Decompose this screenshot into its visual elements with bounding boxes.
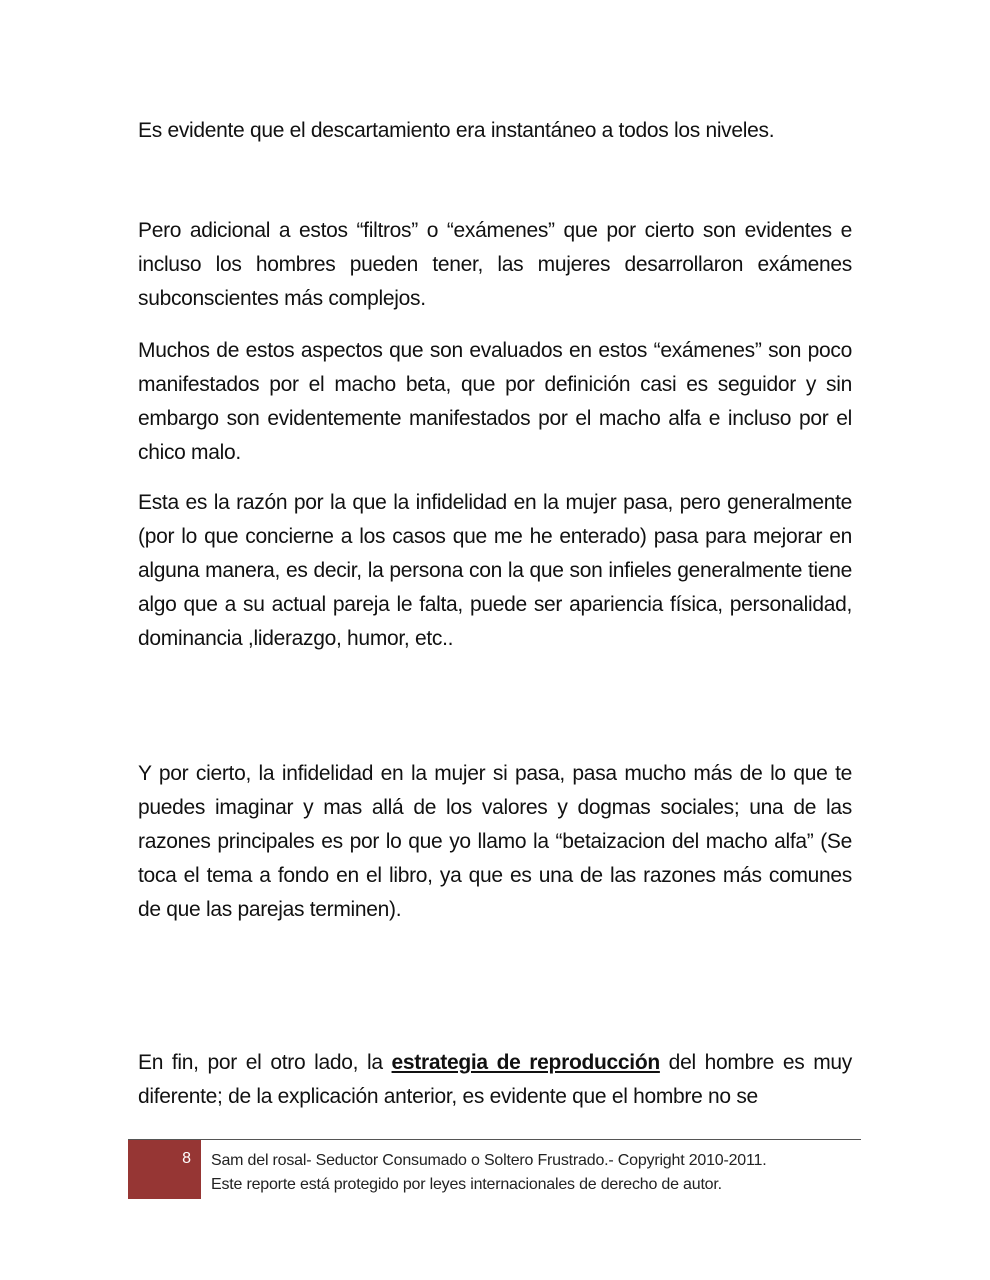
footer-line-1: Sam del rosal- Seductor Consumado o Soltero Frustrado.- Copyright 2010-2011. [211, 1152, 767, 1169]
paragraph-6-start: En fin, por el otro lado, la [138, 1051, 392, 1074]
footer-copyright [211, 1149, 851, 1197]
paragraph-5: Y por cierto, la infidelidad en la mujer si pasa, pasa mucho más de lo que te puedes imaginar y mas allá de los valores y dogmas sociales; una de las razones principales es por lo que yo llamo la “betaizacion del macho alfa” (Se toca el tema a fondo en el libro, ya que es una de las razones más comunes de que las parejas terminen). [138, 762, 852, 921]
page-number-box [128, 1140, 201, 1199]
footer-divider [128, 1139, 861, 1140]
footer-line-2: Este reporte está protegido por leyes internacionales de derecho de autor. [211, 1176, 722, 1193]
paragraph-1: Es evidente que el descartamiento era instantáneo a todos los niveles. [138, 119, 775, 142]
paragraph-3: Muchos de estos aspectos que son evaluados en estos “exámenes” son poco manifestados por el macho beta, que por definición casi es seguidor y sin embargo son evidentemente manifestados por el macho alfa e incluso por el chico malo. [138, 339, 852, 464]
paragraph-6 [138, 1046, 852, 1114]
reproduction-strategy-link[interactable]: estrategia de reproducción [391, 1051, 660, 1074]
page-number: 8 [182, 1150, 191, 1167]
paragraph-2: Pero adicional a estos “filtros” o “exámenes” que por cierto son evidentes e incluso los hombres pueden tener, las mujeres desarrollaron exámenes subconscientes más complejos. [138, 219, 852, 310]
paragraph-6-end: del hombre es muy diferente; de la explicación anterior, es evidente que el hombre no se [138, 1051, 852, 1108]
paragraph-4: Esta es la razón por la que la infidelidad en la mujer pasa, pero generalmente (por lo que concierne a los casos que me he enterado) pasa para mejorar en alguna manera, es decir, la persona con la que son infieles generalmente tiene algo que a su actual pareja le falta, puede ser apariencia física, personalidad, dominancia ,liderazgo, humor, etc.. [138, 491, 852, 650]
